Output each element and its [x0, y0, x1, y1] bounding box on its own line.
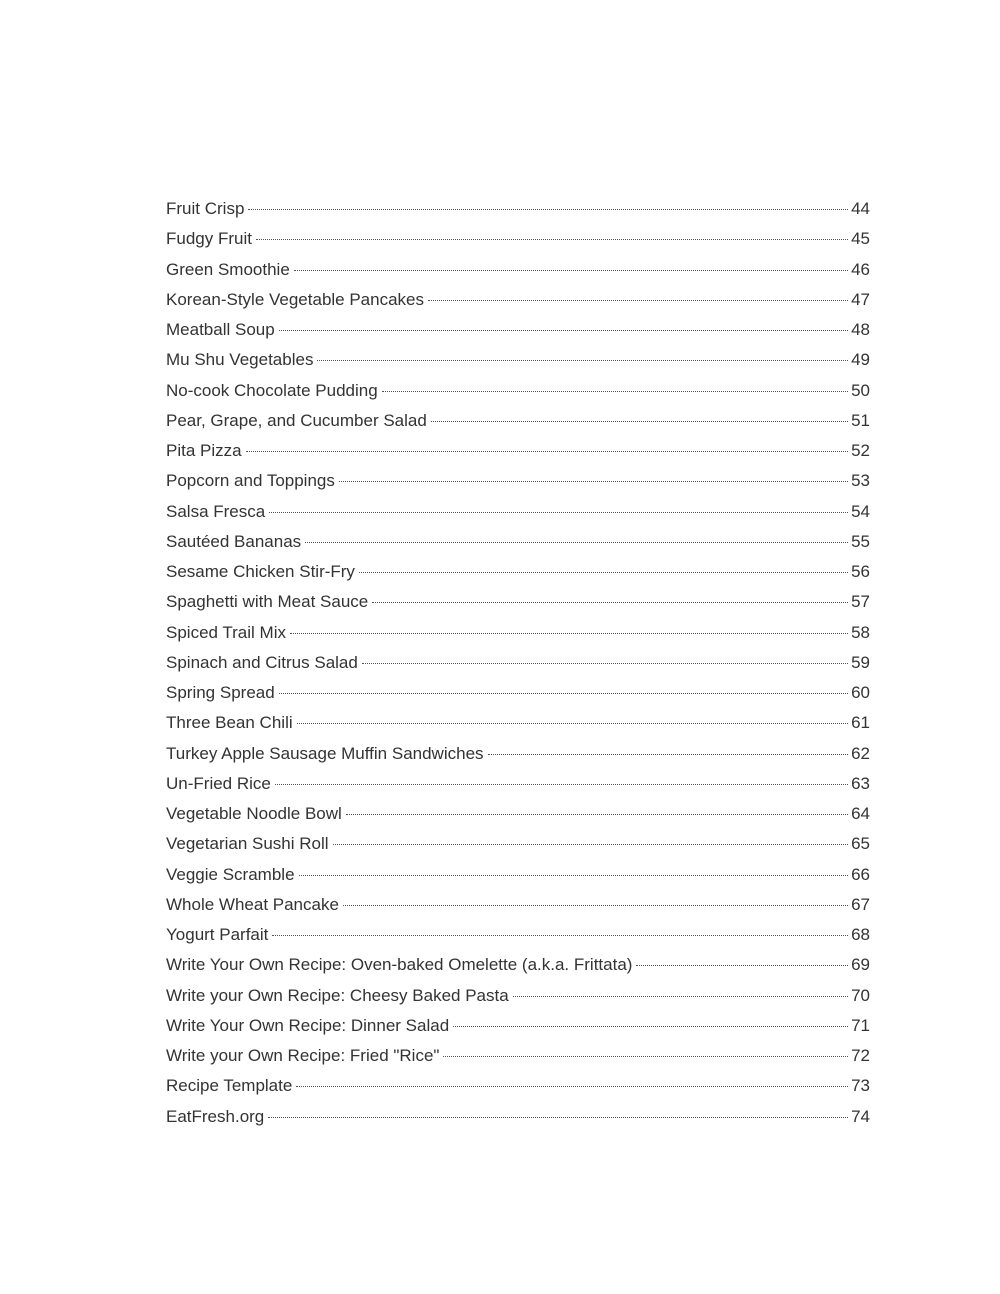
dot-leader: [246, 451, 848, 452]
dot-leader: [279, 330, 848, 331]
toc-entry-page-number: 55: [851, 531, 870, 551]
toc-entry-page-number: 46: [851, 259, 870, 279]
toc-entry-title: Salsa Fresca: [166, 501, 266, 521]
toc-entry-title: Recipe Template: [166, 1076, 293, 1096]
dot-leader: [346, 814, 848, 815]
toc-entry[interactable]: [166, 710, 870, 740]
toc-entry-page-number: 54: [851, 501, 870, 521]
toc-entry[interactable]: [166, 317, 870, 347]
toc-entry-title: Spiced Trail Mix: [166, 622, 286, 642]
toc-entry-title: Veggie Scramble: [166, 864, 295, 884]
toc-entry[interactable]: [166, 196, 870, 226]
toc-entry[interactable]: [166, 952, 870, 982]
dot-leader: [428, 300, 848, 301]
dot-leader: [268, 1117, 848, 1118]
toc-entry[interactable]: [166, 892, 870, 922]
toc-entry-title: Write your Own Recipe: Fried "Rice": [166, 1046, 440, 1065]
toc-entry[interactable]: [166, 468, 870, 498]
toc-entry-title: Write Your Own Recipe: Dinner Salad: [166, 1015, 450, 1035]
toc-entry-page-number: 69: [851, 955, 870, 975]
toc-entry[interactable]: [166, 438, 870, 468]
table-of-contents: [166, 196, 870, 1134]
toc-entry-page-number: 73: [851, 1076, 870, 1096]
toc-entry-title: Popcorn and Toppings: [166, 471, 335, 491]
toc-entry-title: Sesame Chicken Stir-Fry: [166, 562, 355, 581]
toc-entry-page-number: 47: [851, 289, 870, 309]
dot-leader: [372, 602, 848, 603]
toc-entry-title: Spring Spread: [166, 683, 275, 702]
dot-leader: [296, 1086, 848, 1087]
toc-entry[interactable]: [166, 499, 870, 529]
toc-entry-page-number: 49: [851, 350, 870, 370]
dot-leader: [297, 723, 848, 724]
toc-entry[interactable]: [166, 831, 870, 861]
toc-entry-title: Yogurt Parfait: [166, 925, 269, 944]
toc-entry-title: Pita Pizza: [166, 441, 242, 460]
toc-entry-title: Write Your Own Recipe: Oven-baked Omelette (a.k.a. Frittata): [166, 955, 633, 975]
dot-leader: [359, 572, 848, 573]
toc-entry[interactable]: [166, 1013, 870, 1043]
toc-entry-page-number: 63: [851, 773, 870, 793]
dot-leader: [272, 935, 848, 936]
dot-leader: [248, 209, 848, 210]
toc-entry-page-number: 50: [851, 380, 870, 400]
toc-entry[interactable]: [166, 741, 870, 771]
toc-entry[interactable]: [166, 1043, 870, 1073]
toc-entry-page-number: 52: [851, 441, 870, 460]
toc-entry[interactable]: [166, 1073, 870, 1103]
dot-leader: [275, 784, 848, 785]
toc-entry[interactable]: [166, 559, 870, 589]
toc-entry-page-number: 53: [851, 471, 870, 491]
toc-entry-title: Turkey Apple Sausage Muffin Sandwiches: [166, 743, 484, 763]
dot-leader: [339, 481, 848, 482]
toc-entry-page-number: 61: [851, 713, 870, 733]
toc-entry[interactable]: [166, 922, 870, 952]
toc-entry-page-number: 72: [851, 1046, 870, 1065]
toc-entry-page-number: 62: [851, 743, 870, 763]
dot-leader: [362, 663, 848, 664]
toc-entry-title: Write your Own Recipe: Cheesy Baked Pasta: [166, 985, 509, 1005]
toc-entry-title: Fruit Crisp: [166, 199, 245, 218]
toc-entry[interactable]: [166, 226, 870, 256]
toc-entry[interactable]: [166, 1104, 870, 1134]
toc-entry-title: Korean-Style Vegetable Pancakes: [166, 289, 425, 309]
toc-entry-title: Fudgy Fruit: [166, 229, 252, 249]
toc-entry-title: Vegetarian Sushi Roll: [166, 834, 329, 854]
toc-entry[interactable]: [166, 287, 870, 317]
toc-entry-page-number: 45: [851, 229, 870, 249]
toc-entry[interactable]: [166, 589, 870, 619]
toc-entry[interactable]: [166, 257, 870, 287]
dot-leader: [513, 996, 848, 997]
toc-entry-page-number: 58: [851, 622, 870, 642]
toc-entry[interactable]: [166, 862, 870, 892]
dot-leader: [279, 693, 848, 694]
toc-entry-page-number: 56: [851, 562, 870, 581]
dot-leader: [431, 421, 848, 422]
toc-entry-title: Sautéed Bananas: [166, 531, 302, 551]
dot-leader: [453, 1026, 848, 1027]
toc-entry-page-number: 66: [851, 864, 870, 884]
dot-leader: [443, 1056, 848, 1057]
toc-entry-page-number: 68: [851, 925, 870, 944]
toc-entry-page-number: 74: [851, 1106, 870, 1126]
toc-entry-page-number: 48: [851, 320, 870, 339]
dot-leader: [299, 875, 849, 876]
toc-entry-title: Three Bean Chili: [166, 713, 293, 733]
toc-entry[interactable]: [166, 650, 870, 680]
toc-entry-title: No-cook Chocolate Pudding: [166, 380, 378, 400]
toc-entry-page-number: 70: [851, 985, 870, 1005]
toc-entry[interactable]: [166, 620, 870, 650]
dot-leader: [294, 270, 848, 271]
toc-entry-title: Mu Shu Vegetables: [166, 350, 314, 370]
toc-entry-title: Green Smoothie: [166, 259, 290, 279]
toc-entry[interactable]: [166, 378, 870, 408]
dot-leader: [290, 633, 848, 634]
toc-entry-title: Meatball Soup: [166, 320, 275, 339]
toc-entry-title: Spinach and Citrus Salad: [166, 652, 358, 672]
dot-leader: [636, 965, 848, 966]
toc-entry[interactable]: [166, 771, 870, 801]
toc-entry-page-number: 51: [851, 410, 870, 430]
dot-leader: [488, 754, 849, 755]
toc-entry-page-number: 60: [851, 683, 870, 702]
toc-entry[interactable]: [166, 983, 870, 1013]
toc-entry[interactable]: [166, 801, 870, 831]
toc-entry-page-number: 64: [851, 804, 870, 823]
toc-entry-title: Pear, Grape, and Cucumber Salad: [166, 410, 427, 430]
toc-entry-page-number: 65: [851, 834, 870, 854]
dot-leader: [343, 905, 848, 906]
toc-entry[interactable]: [166, 529, 870, 559]
toc-entry-page-number: 57: [851, 592, 870, 612]
toc-entry-title: Whole Wheat Pancake: [166, 894, 339, 914]
toc-entry-page-number: 59: [851, 652, 870, 672]
toc-entry-page-number: 44: [851, 199, 870, 218]
dot-leader: [382, 391, 848, 392]
toc-entry-title: Vegetable Noodle Bowl: [166, 804, 342, 823]
toc-entry-title: Un-Fried Rice: [166, 773, 271, 793]
toc-entry-title: EatFresh.org: [166, 1106, 265, 1126]
dot-leader: [333, 844, 849, 845]
dot-leader: [305, 542, 848, 543]
dot-leader: [256, 239, 848, 240]
toc-entry[interactable]: [166, 347, 870, 377]
dot-leader: [317, 360, 848, 361]
toc-entry-title: Spaghetti with Meat Sauce: [166, 592, 369, 612]
toc-entry-page-number: 67: [851, 894, 870, 914]
toc-entry[interactable]: [166, 680, 870, 710]
dot-leader: [269, 512, 848, 513]
toc-entry[interactable]: [166, 408, 870, 438]
toc-entry-page-number: 71: [851, 1015, 870, 1035]
